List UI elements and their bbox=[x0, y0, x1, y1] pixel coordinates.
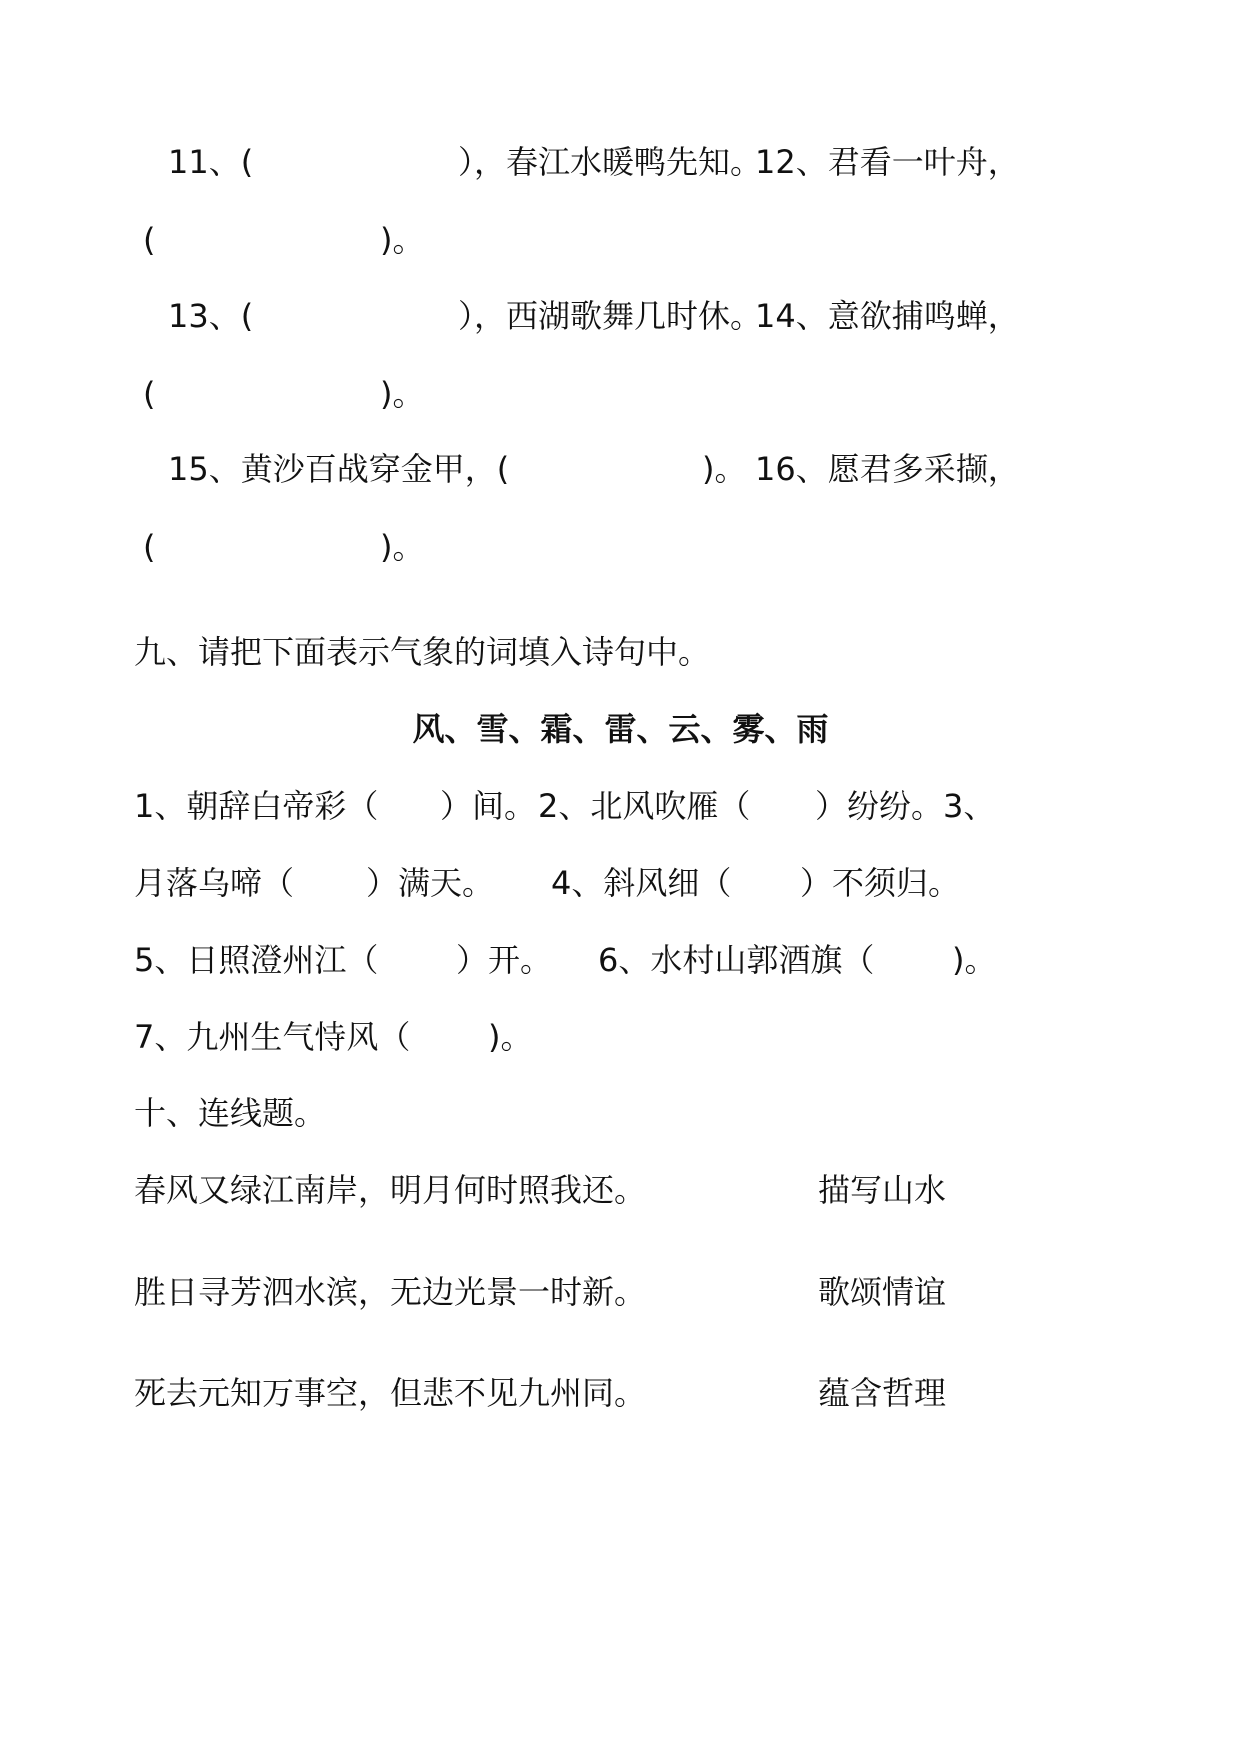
q15-start: 15、黄沙百战穿金甲，( bbox=[168, 450, 510, 488]
match-right-item: 歌颂情谊 bbox=[818, 1273, 947, 1311]
word-bank: 风、雪、霜、雷、云、雾、雨 bbox=[412, 710, 829, 748]
s9-q5-end: ）开。 bbox=[456, 941, 553, 979]
q14-start: 14、意欲捕鸣蝉， bbox=[755, 297, 1020, 335]
q11-end: ），春江水暖鸭先知。 bbox=[458, 143, 763, 181]
q14-blank-open: ( bbox=[143, 375, 156, 413]
s9-q3-start: 月落乌啼（ bbox=[134, 864, 295, 902]
q16-start: 16、愿君多采撷， bbox=[755, 450, 1020, 488]
s9-q5-start: 5、日照澄州江（ bbox=[134, 941, 379, 979]
q15-end: )。 bbox=[702, 450, 747, 488]
q14-blank-close: )。 bbox=[380, 375, 425, 413]
match-left-item: 春风又绿江南岸，明月何时照我还。 bbox=[134, 1171, 647, 1209]
q16-blank-open: ( bbox=[143, 528, 156, 566]
s9-q1-end: ）间。 bbox=[440, 787, 537, 825]
q13-end: ），西湖歌舞几时休。 bbox=[458, 297, 763, 335]
q11-start: 11、( bbox=[168, 143, 254, 181]
s9-q4-start: 4、斜风细（ bbox=[551, 864, 732, 902]
q13-start: 13、( bbox=[168, 297, 254, 335]
s9-q7-start: 7、九州生气恃风（ bbox=[134, 1018, 411, 1056]
match-left-item: 胜日寻芳泗水滨，无边光景一时新。 bbox=[134, 1273, 647, 1311]
s9-q6-end: )。 bbox=[952, 941, 997, 979]
s9-q4-end: ）不须归。 bbox=[800, 864, 961, 902]
q12-blank-close: )。 bbox=[380, 221, 425, 259]
q12-start: 12、君看一叶舟， bbox=[755, 143, 1020, 181]
match-right-item: 蕴含哲理 bbox=[818, 1374, 947, 1412]
section9-heading: 九、请把下面表示气象的词填入诗句中。 bbox=[134, 633, 711, 671]
q16-blank-close: )。 bbox=[380, 528, 425, 566]
s9-q6-start: 6、水村山郭酒旗（ bbox=[598, 941, 875, 979]
s9-q2-end: ）纷纷。3、 bbox=[815, 787, 996, 825]
match-right-item: 描写山水 bbox=[818, 1171, 947, 1209]
s9-q2-start: 2、北风吹雁（ bbox=[538, 787, 751, 825]
match-left-item: 死去元知万事空，但悲不见九州同。 bbox=[134, 1374, 647, 1412]
s9-q7-end: )。 bbox=[488, 1018, 533, 1056]
s9-q3-end: ）满天。 bbox=[366, 864, 495, 902]
s9-q1-start: 1、朝辞白帝彩（ bbox=[134, 787, 379, 825]
q12-blank-open: ( bbox=[143, 221, 156, 259]
section10-heading: 十、连线题。 bbox=[134, 1094, 327, 1132]
